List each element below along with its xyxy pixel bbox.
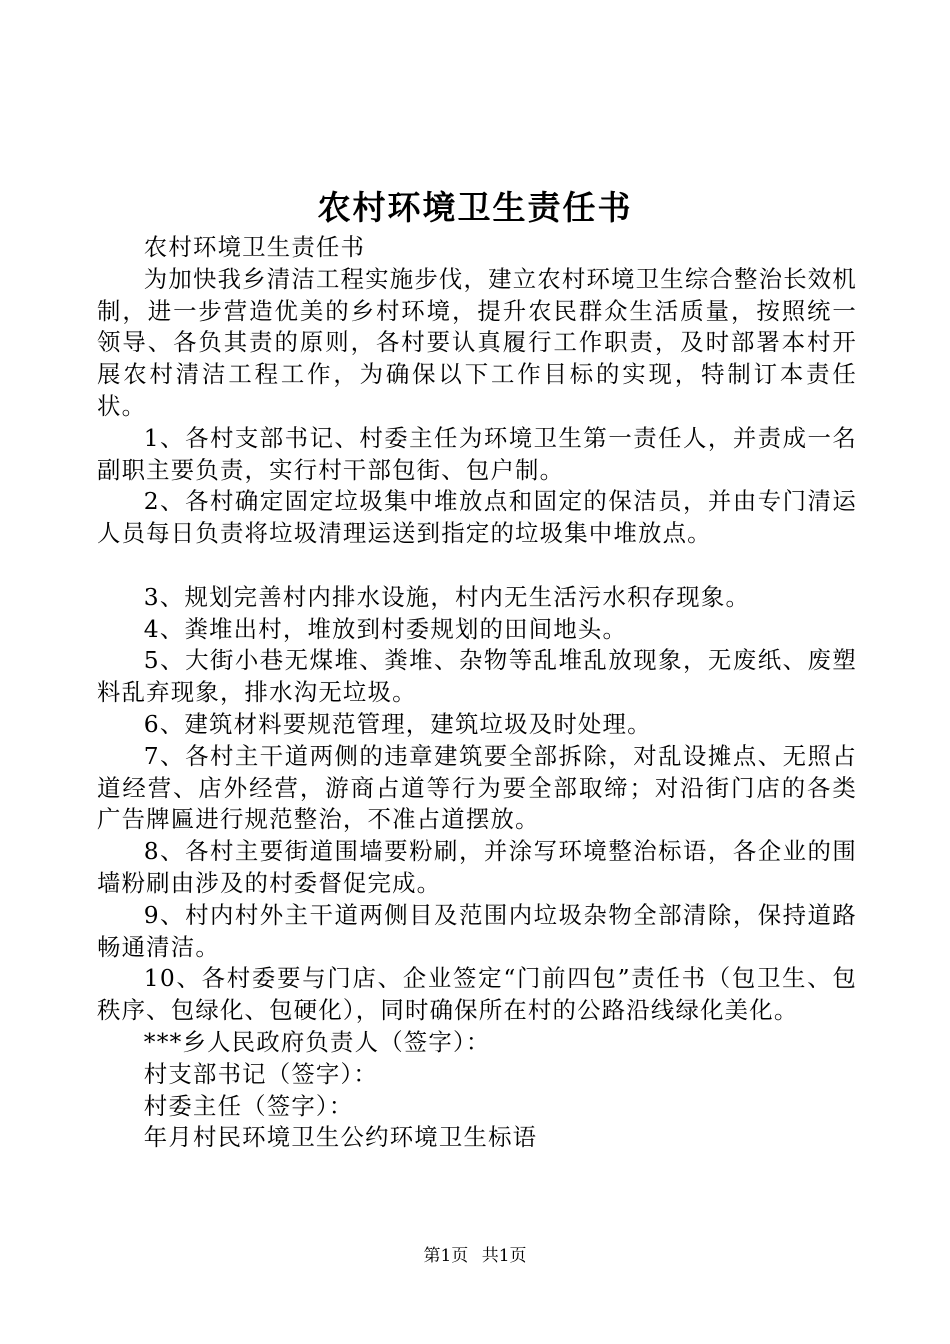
body-paragraph: 3、规划完善村内排水设施，村内无生活污水积存现象。	[143, 582, 751, 611]
body-paragraph: 农村环境卫生责任书	[143, 233, 366, 261]
document-body	[97, 232, 857, 1154]
body-paragraph: 4、粪堆出村，堆放到村委规划的田间地头。	[143, 614, 628, 643]
page-number-total: 共1页	[481, 1246, 527, 1266]
body-paragraph: 6、建筑材料要规范管理，建筑垃圾及时处理。	[143, 709, 652, 738]
body-paragraph: 2、各村确定固定垃圾集中堆放点和固定的保洁员，并由专门清运人员每日负责将垃圾清理运送到指定的垃圾集中堆放点。	[97, 487, 857, 548]
body-paragraph: 为加快我乡清洁工程实施步伐，建立农村环境卫生综合整治长效机制，进一步营造优美的乡村环境，提升农民群众生活质量，按照统一领导、各负其责的原则，各村要认真履行工作职责，及时部署本村开展农村清洁工程工作，为确保以下工作目标的实现，特制订本责任状。	[97, 264, 857, 420]
body-paragraph: 7、各村主干道两侧的违章建筑要全部拆除，对乱设摊点、无照占道经营、店外经营，游商占道等行为要全部取缔；对沿街门店的各类广告牌匾进行规范整治，不准占道摆放。	[97, 741, 857, 834]
signature-line: 村支部书记（签字）：	[143, 1059, 379, 1088]
body-paragraph: 8、各村主要街道围墙要粉刷，并涂写环境整治标语，各企业的围墙粉刷由涉及的村委督促完成。	[97, 837, 857, 897]
body-paragraph: 10、各村委要与门店、企业签定“门前四包”责任书（包卫生、包秩序、包绿化、包硬化），同时确保所在村的公路沿线绿化美化。	[97, 964, 857, 1025]
page-number-current: 第1页	[423, 1246, 469, 1266]
document-title: 农村环境卫生责任书	[317, 188, 633, 227]
body-paragraph: 年月村民环境卫生公约环境卫生标语	[143, 1123, 538, 1152]
signature-line: ***乡人民政府负责人（签字）：	[143, 1027, 491, 1056]
page-footer	[0, 1244, 950, 1268]
body-paragraph: 5、大街小巷无煤堆、粪堆、杂物等乱堆乱放现象，无废纸、废塑料乱弃现象，排水沟无垃圾。	[97, 646, 857, 707]
body-paragraph: 9、村内村外主干道两侧目及范围内垃圾杂物全部清除，保持道路畅通清洁。	[97, 900, 857, 961]
signature-line: 村委主任（签字）：	[143, 1091, 354, 1120]
body-paragraph: 1、各村支部书记、村委主任为环境卫生第一责任人，并责成一名副职主要负责，实行村干部包街、包户制。	[97, 423, 857, 484]
